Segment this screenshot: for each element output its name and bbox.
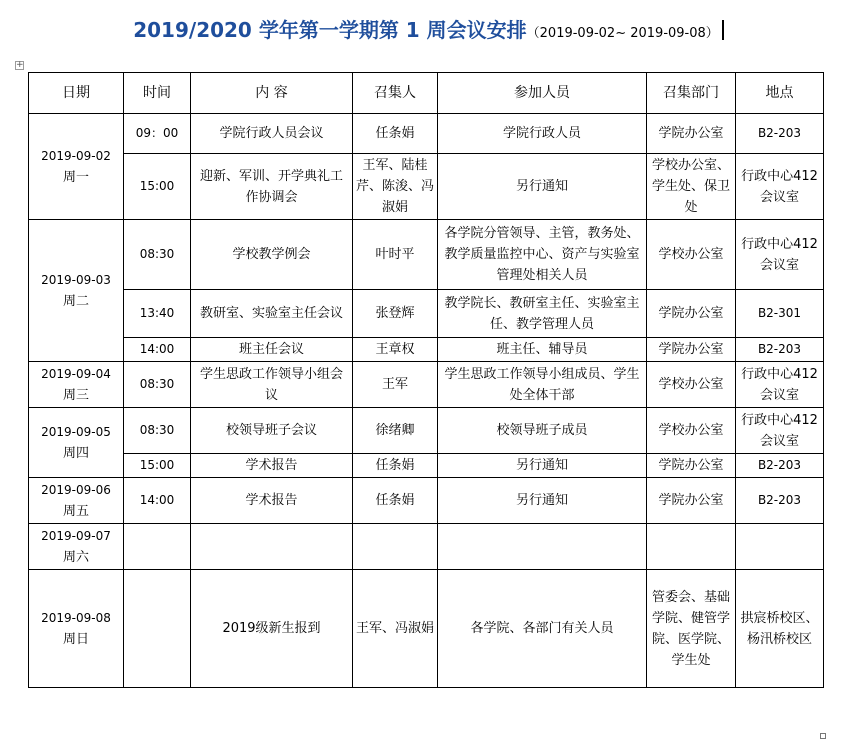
table-row xyxy=(29,290,824,338)
text-cursor xyxy=(722,20,724,40)
location-cell: 拱宸桥校区、杨汛桥校区 xyxy=(736,570,824,688)
location-cell: 行政中心412会议室 xyxy=(736,408,824,454)
time-cell: 08:30 xyxy=(124,362,191,408)
location-cell: 行政中心412会议室 xyxy=(736,220,824,290)
location-cell: 行政中心412会议室 xyxy=(736,362,824,408)
date-text: 2019-09-04 xyxy=(41,366,111,381)
time-cell: 14:00 xyxy=(124,478,191,524)
table-row xyxy=(29,408,824,454)
table-row xyxy=(29,114,824,154)
content-cell: 学校教学例会 xyxy=(191,220,353,290)
date-cell xyxy=(29,220,124,362)
participants-cell: 学院行政人员 xyxy=(438,114,647,154)
header-location: 地点 xyxy=(736,73,824,114)
date-cell xyxy=(29,408,124,478)
content-cell: 学生思政工作领导小组会议 xyxy=(191,362,353,408)
table-row xyxy=(29,478,824,524)
date-text: 2019-09-05 xyxy=(41,424,111,439)
meeting-schedule-table xyxy=(28,72,824,688)
title-main: 2019/2020 学年第一学期第 1 周会议安排 xyxy=(133,18,527,42)
participants-cell: 另行通知 xyxy=(438,154,647,220)
content-cell: 学术报告 xyxy=(191,454,353,478)
convener-cell: 王军、冯淑娟 xyxy=(353,570,438,688)
weekday-text: 周三 xyxy=(62,387,89,403)
table-row xyxy=(29,338,824,362)
participants-cell: 教学院长、教研室主任、实验室主任、教学管理人员 xyxy=(438,290,647,338)
header-convener: 召集人 xyxy=(353,73,438,114)
location-cell: B2-203 xyxy=(736,114,824,154)
table-row xyxy=(29,362,824,408)
location-cell: B2-203 xyxy=(736,338,824,362)
time-cell: 14:00 xyxy=(124,338,191,362)
department-cell: 学院办公室 xyxy=(647,290,736,338)
table-row xyxy=(29,220,824,290)
convener-cell: 张登辉 xyxy=(353,290,438,338)
table-row xyxy=(29,570,824,688)
header-content: 内 容 xyxy=(191,73,353,114)
department-cell: 学院办公室 xyxy=(647,454,736,478)
participants-cell xyxy=(438,524,647,570)
weekday-text: 周五 xyxy=(62,503,89,519)
table-move-handle-icon[interactable]: + xyxy=(16,60,24,70)
time-cell xyxy=(124,524,191,570)
department-cell: 学校办公室 xyxy=(647,220,736,290)
time-cell: 08:30 xyxy=(124,220,191,290)
weekday-text: 周二 xyxy=(62,293,89,309)
content-cell: 教研室、实验室主任会议 xyxy=(191,290,353,338)
time-cell: 15:00 xyxy=(124,454,191,478)
header-time: 时间 xyxy=(124,73,191,114)
location-cell xyxy=(736,524,824,570)
convener-cell: 徐绪卿 xyxy=(353,408,438,454)
convener-cell: 任条娟 xyxy=(353,114,438,154)
location-cell: B2-203 xyxy=(736,454,824,478)
convener-cell: 王军、陆桂芹、陈浚、冯淑娟 xyxy=(353,154,438,220)
participants-cell: 各学院、各部门有关人员 xyxy=(438,570,647,688)
department-cell: 学院办公室 xyxy=(647,338,736,362)
convener-cell: 任条娟 xyxy=(353,454,438,478)
department-cell: 学院办公室 xyxy=(647,478,736,524)
department-cell: 学院办公室 xyxy=(647,114,736,154)
date-text: 2019-09-08 xyxy=(41,610,111,625)
date-cell xyxy=(29,478,124,524)
content-cell xyxy=(191,524,353,570)
content-cell: 2019级新生报到 xyxy=(191,570,353,688)
content-cell: 班主任会议 xyxy=(191,338,353,362)
content-cell: 学院行政人员会议 xyxy=(191,114,353,154)
participants-cell: 校领导班子成员 xyxy=(438,408,647,454)
location-cell: 行政中心412会议室 xyxy=(736,154,824,220)
weekday-text: 周六 xyxy=(62,549,89,565)
time-cell xyxy=(124,570,191,688)
header-row xyxy=(29,73,824,114)
time-cell: 15:00 xyxy=(124,154,191,220)
date-text: 2019-09-07 xyxy=(41,528,111,543)
header-department: 召集部门 xyxy=(647,73,736,114)
title-date-range: （2019-09-02~ 2019-09-08） xyxy=(526,26,719,41)
date-cell xyxy=(29,570,124,688)
time-cell: 09：00 xyxy=(124,114,191,154)
table-row xyxy=(29,524,824,570)
content-cell: 学术报告 xyxy=(191,478,353,524)
header-participants: 参加人员 xyxy=(438,73,647,114)
department-cell: 管委会、基础学院、健管学院、医学院、学生处 xyxy=(647,570,736,688)
weekday-text: 周日 xyxy=(62,631,89,647)
date-text: 2019-09-03 xyxy=(41,272,111,287)
participants-cell: 各学院分管领导、主管，教务处、教学质量监控中心、资产与实验室管理处相关人员 xyxy=(438,220,647,290)
participants-cell: 班主任、辅导员 xyxy=(438,338,647,362)
weekday-text: 周一 xyxy=(62,169,89,185)
date-cell xyxy=(29,362,124,408)
content-cell: 迎新、军训、开学典礼工作协调会 xyxy=(191,154,353,220)
header-date: 日期 xyxy=(29,73,124,114)
content-cell: 校领导班子会议 xyxy=(191,408,353,454)
date-text: 2019-09-02 xyxy=(41,148,111,163)
location-cell: B2-301 xyxy=(736,290,824,338)
department-cell: 学校办公室、学生处、保卫处 xyxy=(647,154,736,220)
location-cell: B2-203 xyxy=(736,478,824,524)
department-cell: 学校办公室 xyxy=(647,408,736,454)
date-cell xyxy=(29,114,124,220)
convener-cell: 王军 xyxy=(353,362,438,408)
convener-cell: 王章权 xyxy=(353,338,438,362)
department-cell xyxy=(647,524,736,570)
participants-cell: 另行通知 xyxy=(438,454,647,478)
table-resize-handle[interactable] xyxy=(820,733,826,739)
convener-cell xyxy=(353,524,438,570)
table-row xyxy=(29,154,824,220)
convener-cell: 任条娟 xyxy=(353,478,438,524)
date-text: 2019-09-06 xyxy=(41,482,111,497)
department-cell: 学校办公室 xyxy=(647,362,736,408)
page-title xyxy=(0,14,857,43)
convener-cell: 叶时平 xyxy=(353,220,438,290)
participants-cell: 另行通知 xyxy=(438,478,647,524)
date-cell xyxy=(29,524,124,570)
weekday-text: 周四 xyxy=(62,445,89,461)
time-cell: 08:30 xyxy=(124,408,191,454)
participants-cell: 学生思政工作领导小组成员、学生处全体干部 xyxy=(438,362,647,408)
table-row xyxy=(29,454,824,478)
time-cell: 13:40 xyxy=(124,290,191,338)
